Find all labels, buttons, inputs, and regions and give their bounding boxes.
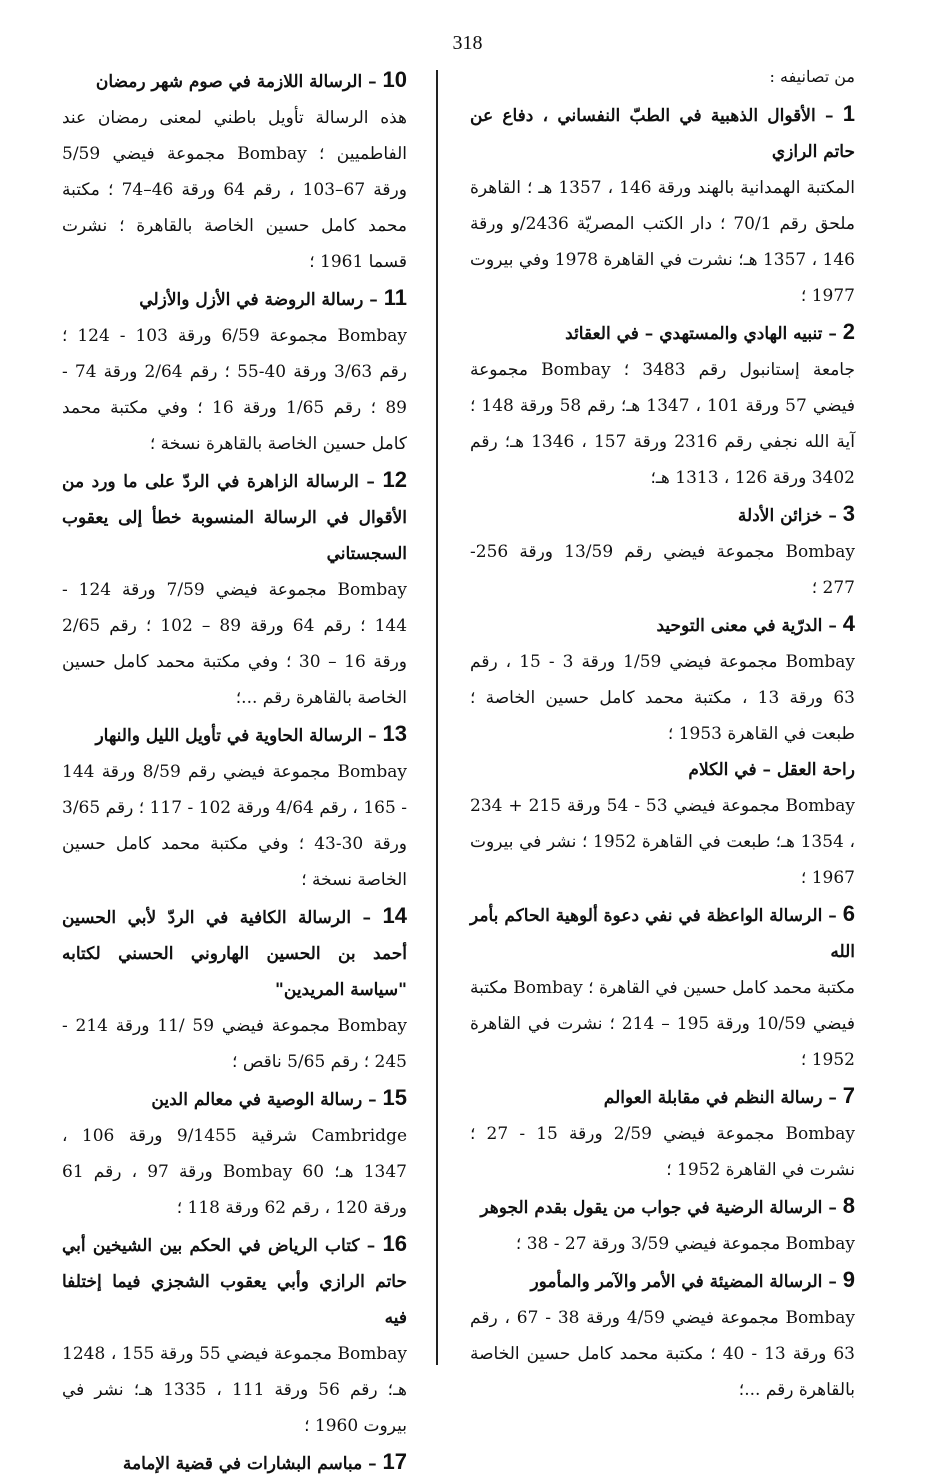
entry-heading bbox=[470, 1078, 855, 1116]
entry-number: 12 bbox=[382, 467, 407, 492]
entry-heading bbox=[470, 752, 855, 788]
entry-number: 8 bbox=[842, 1193, 855, 1218]
entry-title: – الرسالة الحاوية في تأويل الليل والنهار bbox=[95, 726, 377, 746]
entry-title: – الأقوال الذهبية في الطبّ النفساني ، دفاع عن حاتم الرازي bbox=[470, 106, 855, 162]
entry-heading bbox=[62, 898, 407, 1008]
entry-number: 2 bbox=[842, 319, 855, 344]
entry-body: جامعة إستانبول رقم 3483 ؛ Bombay مجموعة فيضي 57 ورقة 101 ، 1347 هـ؛ رقم 58 ورقة 148 ؛ آية الله نجفي رقم 2316 ورقة 157 ، 1346 هـ؛ رقم 3402 ورقة 126 ، 1313 هـ؛ bbox=[470, 360, 855, 488]
entry-body: Bombay مجموعة فيضي 59 /11 ورقة 214 - 245 ؛ رقم 5/65 ناقص ؛ bbox=[62, 1016, 408, 1072]
entry-heading bbox=[62, 1080, 407, 1118]
bibliography-entry bbox=[470, 1078, 855, 1188]
entry-body: هذه الرسالة تأويل باطني لمعنى رمضان عند الفاطميين ؛ Bombay مجموعة فيضي 5/59 ورقة 67–103 ، رقم 64 ورقة 46–74 ؛ مكتبة محمد كامل حسين الخاصة بالقاهرة ؛ نشرت قسما 1961 ؛ bbox=[62, 108, 408, 272]
entry-title: راحة العقل – في الكلام bbox=[688, 760, 855, 780]
bibliography-entry bbox=[62, 898, 407, 1080]
entry-number: 3 bbox=[842, 501, 855, 526]
bibliography-entry bbox=[62, 462, 407, 716]
entry-title: – الرسالة المضيئة في الأمر والآمر والمأمور bbox=[530, 1272, 837, 1292]
entry-body: المكتبة الهمدانية بالهند ورقة 146 ، 1357 هـ ؛ القاهرة ملحق رقم 70/1 ؛ دار الكتب المصريّة 2436/و ورقة 146 ، 1357 هـ؛ نشرت في القاهرة 1978 وفي بيروت 1977 ؛ bbox=[470, 178, 855, 306]
bibliography-entry bbox=[470, 896, 855, 1078]
entry-body: Bombay مجموعة فيضي 4/59 ورقة 38 - 67 ، رقم 63 ورقة 13 - 40 ؛ مكتبة محمد كامل حسين الخاصة بالقاهرة رقم ...؛ bbox=[470, 1308, 856, 1400]
entry-number: 17 bbox=[382, 1449, 407, 1474]
entry-number: 15 bbox=[382, 1085, 407, 1110]
left-column bbox=[62, 62, 407, 1482]
right-entry-list bbox=[470, 96, 855, 1408]
entry-body: Bombay مجموعة فيضي 53 - 54 ورقة 215 + 234 ، 1354 هـ؛ طبعت في القاهرة 1952 ؛ نشر في بيروت 1967 ؛ bbox=[470, 796, 856, 888]
entry-heading bbox=[62, 716, 407, 754]
entry-body: Bombay مجموعة فيضي رقم 13/59 ورقة 256- 277 ؛ bbox=[470, 542, 855, 598]
entry-body: Cambridge شرقية 9/1455 ورقة 106 ، 1347 هـ؛ Bombay 60 ورقة 97 ، رقم 61 ورقة 120 ، رقم 62 ورقة 118 ؛ bbox=[62, 1126, 408, 1218]
page-number: 318 bbox=[452, 32, 483, 54]
bibliography-entry bbox=[470, 606, 855, 752]
entry-number: 9 bbox=[842, 1267, 855, 1292]
entry-heading bbox=[62, 280, 407, 318]
entry-body: Bombay مجموعة فيضي 55 ورقة 155 ، 1248 هـ؛ رقم 56 ورقة 111 ، 1335 هـ؛ نشر في بيروت 1960 ؛ bbox=[62, 1344, 408, 1436]
entry-title: – مباسم البشارات في قضية الإمامة bbox=[122, 1454, 377, 1474]
right-column bbox=[470, 62, 855, 1408]
entry-body: Bombay مجموعة فيضي 7/59 ورقة 124 - 144 ؛ رقم 64 ورقة 89 – 102 ؛ رقم 2/65 ورقة 16 – 30 ؛ وفي مكتبة محمد كامل حسين الخاصة بالقاهرة رقم ...؛ bbox=[62, 580, 408, 708]
entry-title: – رسالة النظم في مقابلة العوالم bbox=[603, 1088, 837, 1108]
entry-title: – رسالة الروضة في الأزل والأزلي bbox=[139, 290, 378, 310]
bibliography-entry bbox=[62, 280, 407, 462]
entry-number: 4 bbox=[842, 611, 855, 636]
column-divider bbox=[436, 70, 438, 1365]
entry-heading bbox=[62, 1226, 407, 1336]
entry-heading bbox=[470, 896, 855, 970]
entry-heading bbox=[470, 1188, 855, 1226]
entry-title: – كتاب الرياض في الحكم بين الشيخين أبي حاتم الرازي وأبي يعقوب الشجزي فيما إختلفا فيه bbox=[62, 1236, 407, 1328]
bibliography-entry bbox=[62, 716, 407, 898]
entry-heading bbox=[62, 1444, 407, 1482]
entry-title: – خزائن الأدلة bbox=[737, 506, 837, 526]
entry-number: 13 bbox=[382, 721, 407, 746]
bibliography-entry bbox=[470, 496, 855, 606]
bibliography-entry bbox=[470, 96, 855, 314]
bibliography-entry bbox=[470, 1262, 855, 1408]
entry-body: Bombay مجموعة 6/59 ورقة 103 - 124 ؛ رقم 3/63 ورقة 40-55 ؛ رقم 2/64 ورقة 74 - 89 ؛ رقم 1/65 ورقة 16 ؛ وفي مكتبة محمد كامل حسين الخاصة بالقاهرة نسخة ؛ bbox=[62, 326, 408, 454]
entry-title: – الرسالة اللازمة في صوم شهر رمضان bbox=[95, 72, 377, 92]
entry-body: Bombay مجموعة فيضي 3/59 ورقة 27 - 38 ؛ bbox=[515, 1234, 855, 1254]
entry-title: – الرسالة الزاهرة في الردّ على ما ورد من الأقوال في الرسالة المنسوبة خطأ إلى يعقوب السجستاني bbox=[62, 472, 407, 564]
entry-heading bbox=[470, 606, 855, 644]
entry-title: – الدرّية في معنى التوحيد bbox=[656, 616, 837, 636]
bibliography-entry bbox=[62, 62, 407, 280]
entry-body: Bombay مجموعة فيضي 1/59 ورقة 3 - 15 ، رقم 63 ورقة 13 ، مكتبة محمد كامل حسين الخاصة ؛ طبعت في القاهرة 1953 ؛ bbox=[470, 652, 856, 744]
intro-text: من تصانيفه : bbox=[769, 67, 855, 86]
entry-title: – رسالة الوصية في معالم الدين bbox=[151, 1090, 377, 1110]
entry-body: Bombay مجموعة فيضي 2/59 ورقة 15 - 27 ؛ نشرت في القاهرة 1952 ؛ bbox=[470, 1124, 855, 1180]
entry-heading bbox=[470, 96, 855, 170]
entry-number: 1 bbox=[842, 101, 855, 126]
entry-number: 10 bbox=[382, 67, 407, 92]
entry-heading bbox=[470, 496, 855, 534]
entry-heading bbox=[470, 314, 855, 352]
bibliography-entry bbox=[470, 314, 855, 496]
entry-heading bbox=[62, 62, 407, 100]
entry-heading bbox=[470, 1262, 855, 1300]
bibliography-entry bbox=[62, 1080, 407, 1226]
entry-title: – الرسالة الواعظة في نفي دعوة ألوهية الحاكم بأمر الله bbox=[470, 906, 855, 962]
entry-body: Bombay مجموعة فيضي رقم 8/59 ورقة 144 - 165 ، رقم 4/64 ورقة 102 - 117 ؛ رقم 3/65 ورقة 30-43 ؛ وفي مكتبة محمد كامل حسين الخاصة نسخة ؛ bbox=[62, 762, 408, 890]
entry-number: 14 bbox=[382, 903, 408, 928]
bibliography-entry bbox=[62, 1444, 407, 1482]
entry-number: 11 bbox=[383, 285, 407, 310]
entry-title: – تنبيه الهادي والمستهدي – في العقائد bbox=[565, 324, 837, 344]
entry-number: 16 bbox=[382, 1231, 407, 1256]
entry-number: 6 bbox=[842, 901, 855, 926]
entry-title: – الرسالة الكافية في الردّ لأبي الحسين أحمد بن الحسين الهاروني الحسني لكتابه "سياسة المريدين" bbox=[62, 908, 407, 1000]
bibliography-entry bbox=[470, 1188, 855, 1262]
bibliography-entry bbox=[62, 1226, 407, 1444]
entry-body: مكتبة محمد كامل حسين في القاهرة ؛ Bombay مكتبة فيضي 10/59 ورقة 195 – 214 ؛ نشرت في القاهرة 1952 ؛ bbox=[470, 978, 855, 1070]
entry-number: 7 bbox=[842, 1083, 855, 1108]
entry-heading bbox=[62, 462, 407, 572]
entry-title: – الرسالة الرضية في جواب من يقول بقدم الجوهر bbox=[480, 1198, 837, 1218]
left-entry-list bbox=[62, 62, 407, 1482]
bibliography-entry bbox=[470, 752, 855, 896]
